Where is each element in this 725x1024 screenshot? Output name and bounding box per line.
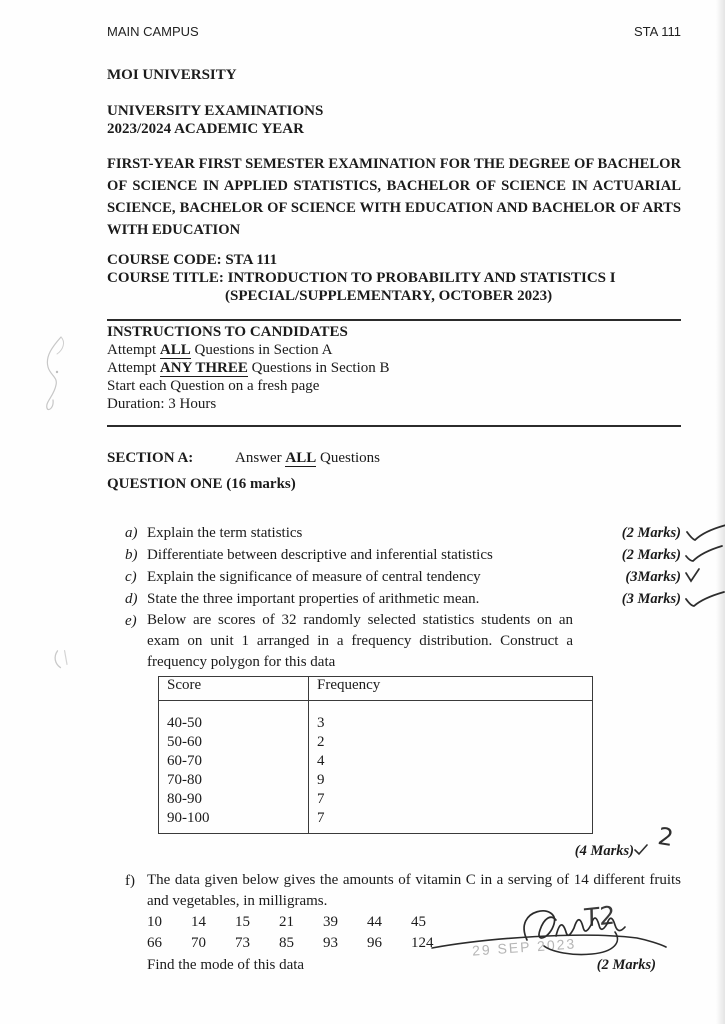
- value: 39: [323, 914, 338, 930]
- frequency-cell: 7: [309, 809, 593, 834]
- item-b-marks: (2 Marks): [573, 544, 681, 566]
- item-f-closing-row: [147, 954, 681, 976]
- score-cell: 90-100: [167, 810, 210, 826]
- answer-suffix: Questions: [316, 450, 380, 466]
- value: 44: [367, 914, 382, 930]
- item-e-text: Below are scores of 32 randomly selected statistics students on an exam on unit 1 arranged in a frequency distribution. Construct a frequency polygon for this data: [147, 612, 573, 670]
- item-b-text: Differentiate between descriptive and inferential statistics: [147, 547, 493, 563]
- item-a-marks: (2 Marks): [573, 522, 681, 544]
- score-cell: 60-70: [167, 753, 202, 769]
- frequency-table: [158, 676, 593, 834]
- degree-paragraph: FIRST-YEAR FIRST SEMESTER EXAMINATION FOR THE DEGREE OF BACHELOR OF SCIENCE IN APPLIED STATISTICS, BACHELOR OF SCIENCE IN ACTUARIAL SCIENCE, BACHELOR OF SCIENCE WITH EDUCATION AND BACHELOR OF ARTS WITH EDUCATION: [107, 156, 681, 238]
- instr2-prefix: Attempt: [107, 360, 160, 376]
- header-frequency: Frequency: [309, 677, 593, 701]
- score-cell: 80-90: [167, 791, 202, 807]
- data-row-2: [147, 933, 681, 954]
- value: 10: [147, 914, 162, 930]
- instruction-line-3: Start each Question on a fresh page: [107, 378, 320, 394]
- table-row: [159, 771, 593, 790]
- section-a-label: SECTION A:: [107, 450, 194, 466]
- score-cell: 50-60: [167, 734, 202, 750]
- item-b-letter: b): [125, 547, 138, 563]
- table-row: [159, 809, 593, 834]
- handwritten-grade: 2: [655, 821, 676, 853]
- table-spacer-row: [159, 701, 593, 715]
- table-row: [159, 714, 593, 733]
- section-a-answer: [235, 450, 380, 467]
- item-f-text: The data given below gives the amounts of vitamin C in a serving of 14 different fruits and vegetables, in milligrams.: [147, 872, 681, 909]
- score-cell: 40-50: [167, 715, 202, 731]
- item-f-marks: (2 Marks): [596, 957, 656, 973]
- instr1-bold: ALL: [159, 342, 191, 358]
- frequency-cell: 3: [309, 714, 593, 733]
- exam-line-1: UNIVERSITY EXAMINATIONS: [107, 103, 324, 119]
- item-a-text: Explain the term statistics: [147, 525, 303, 541]
- answer-bold: ALL: [285, 450, 317, 466]
- checkmark-icon: [684, 524, 725, 544]
- item-d-letter: d): [125, 591, 138, 607]
- exam-line-2: 2023/2024 ACADEMIC YEAR: [107, 121, 304, 137]
- value: 93: [323, 935, 338, 951]
- answer-prefix: Answer: [235, 450, 286, 466]
- course-subtitle: (SPECIAL/SUPPLEMENTARY, OCTOBER 2023): [225, 288, 553, 304]
- value: 70: [191, 935, 206, 951]
- campus-label: MAIN CAMPUS: [107, 24, 199, 39]
- handwritten-total: T2: [583, 900, 616, 933]
- checkmark-icon: [684, 546, 724, 564]
- item-a: [125, 522, 681, 544]
- instr2-suffix: Questions in Section B: [247, 360, 390, 376]
- item-d: [125, 588, 681, 610]
- course-title: COURSE TITLE: INTRODUCTION TO PROBABILITY AND STATISTICS I: [107, 270, 616, 286]
- value: 15: [235, 914, 250, 930]
- checkmark-icon: [684, 568, 701, 583]
- table-row: [159, 752, 593, 771]
- value: 21: [279, 914, 294, 930]
- item-a-letter: a): [125, 525, 138, 541]
- value: 66: [147, 935, 162, 951]
- top-bar: [107, 24, 681, 39]
- frequency-cell: 7: [309, 790, 593, 809]
- value: 96: [367, 935, 382, 951]
- pencil-doodle: [33, 334, 73, 414]
- item-e-marks: (4 Marks): [574, 843, 634, 859]
- value: 85: [279, 935, 294, 951]
- table-row: [159, 790, 593, 809]
- frequency-cell: 9: [309, 771, 593, 790]
- exam-header: [107, 102, 681, 138]
- item-c-letter: c): [125, 569, 137, 585]
- item-f-closing: Find the mode of this data: [147, 957, 305, 973]
- value: 124: [411, 935, 434, 951]
- instructions-title: INSTRUCTIONS TO CANDIDATES: [107, 324, 348, 340]
- value: 73: [235, 935, 250, 951]
- paper-code: STA 111: [634, 24, 681, 39]
- frequency-table-header: [159, 677, 593, 701]
- university-name: MOI UNIVERSITY: [107, 67, 237, 83]
- header-score: Score: [159, 677, 309, 701]
- value: 45: [411, 914, 426, 930]
- section-a-heading: [107, 450, 681, 467]
- item-f-letter: f): [125, 873, 135, 889]
- item-c-marks: (3Marks): [573, 566, 681, 588]
- item-e-letter: e): [125, 613, 137, 629]
- frequency-cell: 4: [309, 752, 593, 771]
- item-d-text: State the three important properties of arithmetic mean.: [147, 591, 480, 607]
- date-stamp: 29 SEP 2023: [471, 935, 577, 959]
- item-b: [125, 544, 681, 566]
- checkmark-icon: [684, 590, 725, 610]
- value: 14: [191, 914, 206, 930]
- instruction-line-2: [107, 359, 681, 377]
- instr1-prefix: Attempt: [107, 342, 160, 358]
- instruction-line-4: Duration: 3 Hours: [107, 396, 217, 412]
- score-cell: 70-80: [167, 772, 202, 788]
- frequency-cell: 2: [309, 733, 593, 752]
- instruction-line-1: [107, 341, 681, 359]
- item-e: [125, 610, 681, 673]
- course-code: COURSE CODE: STA 111: [107, 252, 278, 268]
- instr1-suffix: Questions in Section A: [190, 342, 333, 358]
- divider-top: [107, 319, 681, 321]
- item-d-marks: (3 Marks): [573, 588, 681, 610]
- instr2-bold: ANY THREE: [159, 360, 248, 376]
- pencil-mark: [48, 644, 78, 674]
- page-content: [107, 0, 681, 976]
- item-c-text: Explain the significance of measure of central tendency: [147, 569, 481, 585]
- course-block: [107, 251, 681, 305]
- table-row: [159, 733, 593, 752]
- question-one-title: QUESTION ONE (16 marks): [107, 476, 296, 492]
- item-c: [125, 566, 681, 588]
- divider-bottom: [107, 425, 681, 427]
- item-e-marks-row: [125, 821, 681, 860]
- checkmark-icon: [634, 844, 648, 856]
